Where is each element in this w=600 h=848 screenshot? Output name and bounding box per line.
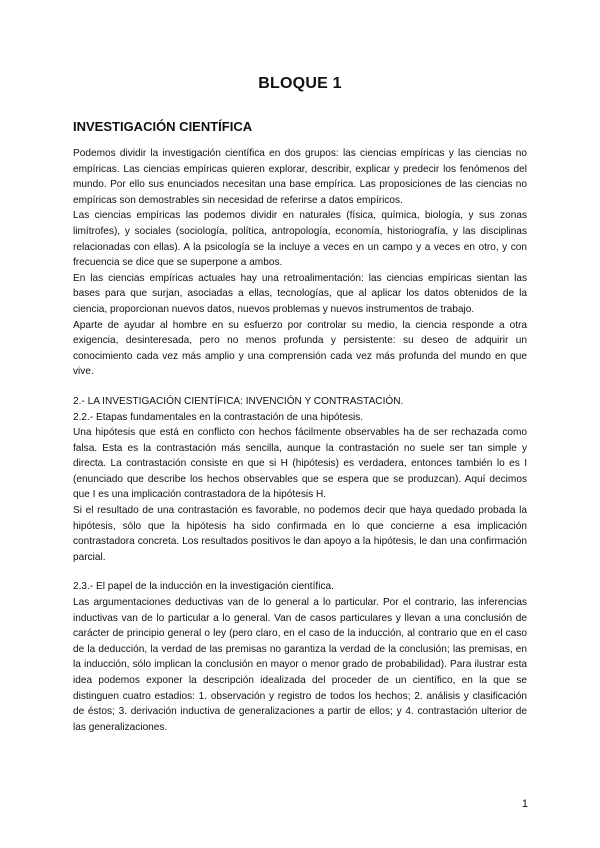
paragraph: Si el resultado de una contrastación es favorable, no podemos decir que haya quedado probada la hipótesis, sólo que la hipótesis ha sido confirmada en lo que concierne a esa implicación contrastadora concreta. Los resultados positivos le dan apoyo a la hipótesis, le dan una confirmación parcial. <box>73 505 527 563</box>
paragraph: Una hipótesis que está en conflicto con hechos fácilmente observables ha de ser rechazada como falsa. Esta es la contrastación más sencilla, aunque la contrastación no suele ser tan simple y directa. La contrastación consiste en que si H (hipótesis) es verdadera, entonces también lo es I (enunciado que describe los hechos observables que se espera que se produzcan). Aquí decimos que I es una implicación contrastadora de la hipótesis H. <box>73 427 527 501</box>
spacer <box>73 565 527 579</box>
section-heading: INVESTIGACIÓN CIENTÍFICA <box>73 119 253 134</box>
document-body <box>73 118 527 735</box>
section-2-heading: 2.- LA INVESTIGACIÓN CIENTÍFICA: INVENCIÓN Y CONTRASTACIÓN. <box>73 395 404 407</box>
spacer <box>73 380 527 394</box>
subsection-2-3-heading: 2.3.- El papel de la inducción en la investigación científica. <box>73 581 334 593</box>
page-title: BLOQUE 1 <box>258 75 342 92</box>
subsection-2-2-heading: 2.2.- Etapas fundamentales en la contrastación de una hipótesis. <box>73 411 364 423</box>
paragraph: Las argumentaciones deductivas van de lo general a lo particular. Por el contrario, las inferencias inductivas van de lo particular a lo general. Van de casos particulares y llevan a una conclusión de carácter de principio general o ley (pero claro, en el caso de la inducción, al contrario que en el caso de la deducción, la verdad de las premisas no garantiza la verdad de la conclusión; las premisas, en la inducción, sólo implican la conclusión en mayor o menor grado de probabilidad). Para ilustrar esta idea podemos exponer la descripción idealizada del proceder de un científico, en la que se distinguen cuatro estadios: 1. observación y registro de todos los hechos; 2. análisis y clasificación de éstos; 3. derivación inductiva de generalizaciones a partir de ellos; y 4. contrastación ulterior de las generalizaciones. <box>73 597 527 733</box>
page-number: 1 <box>521 798 528 810</box>
paragraph: En las ciencias empíricas actuales hay una retroalimentación: las ciencias empíricas sientan las bases para que surjan, asociadas a ellas, tecnologías, que al aplicar los datos obtenidos de la ciencia, proporcionan nuevos datos, nuevos problemas y nuevos instrumentos de trabajo. <box>73 272 527 315</box>
paragraph: Podemos dividir la investigación científica en dos grupos: las ciencias empíricas y las ciencias no empíricas. Las ciencias empíricas quieren explorar, describir, explicar y predecir los fenómenos del mundo. Por ello sus enunciados necesitan una base empírica. Las proposiciones de las ciencias no empíricas son demostrables sin necesidad de referirse a datos empíricos. <box>73 148 527 206</box>
paragraph: Aparte de ayudar al hombre en su esfuerzo por controlar su medio, la ciencia responde a otra exigencia, desinteresada, pero no menos profunda y persistente: su deseo de adquirir un conocimiento cada vez más amplio y una comprensión cada vez más profunda del mundo en que vive. <box>73 319 527 378</box>
paragraph: Las ciencias empíricas las podemos dividir en naturales (física, química, biología, y sus zonas limítrofes), y sociales (sociología, política, antropología, economía, historiografía, y las disciplinas relacionadas con ellas). A la psicología se la incluye a veces en un campo y a veces en otro, y con frecuencia se dice que se superpone a ambos. <box>73 210 527 269</box>
